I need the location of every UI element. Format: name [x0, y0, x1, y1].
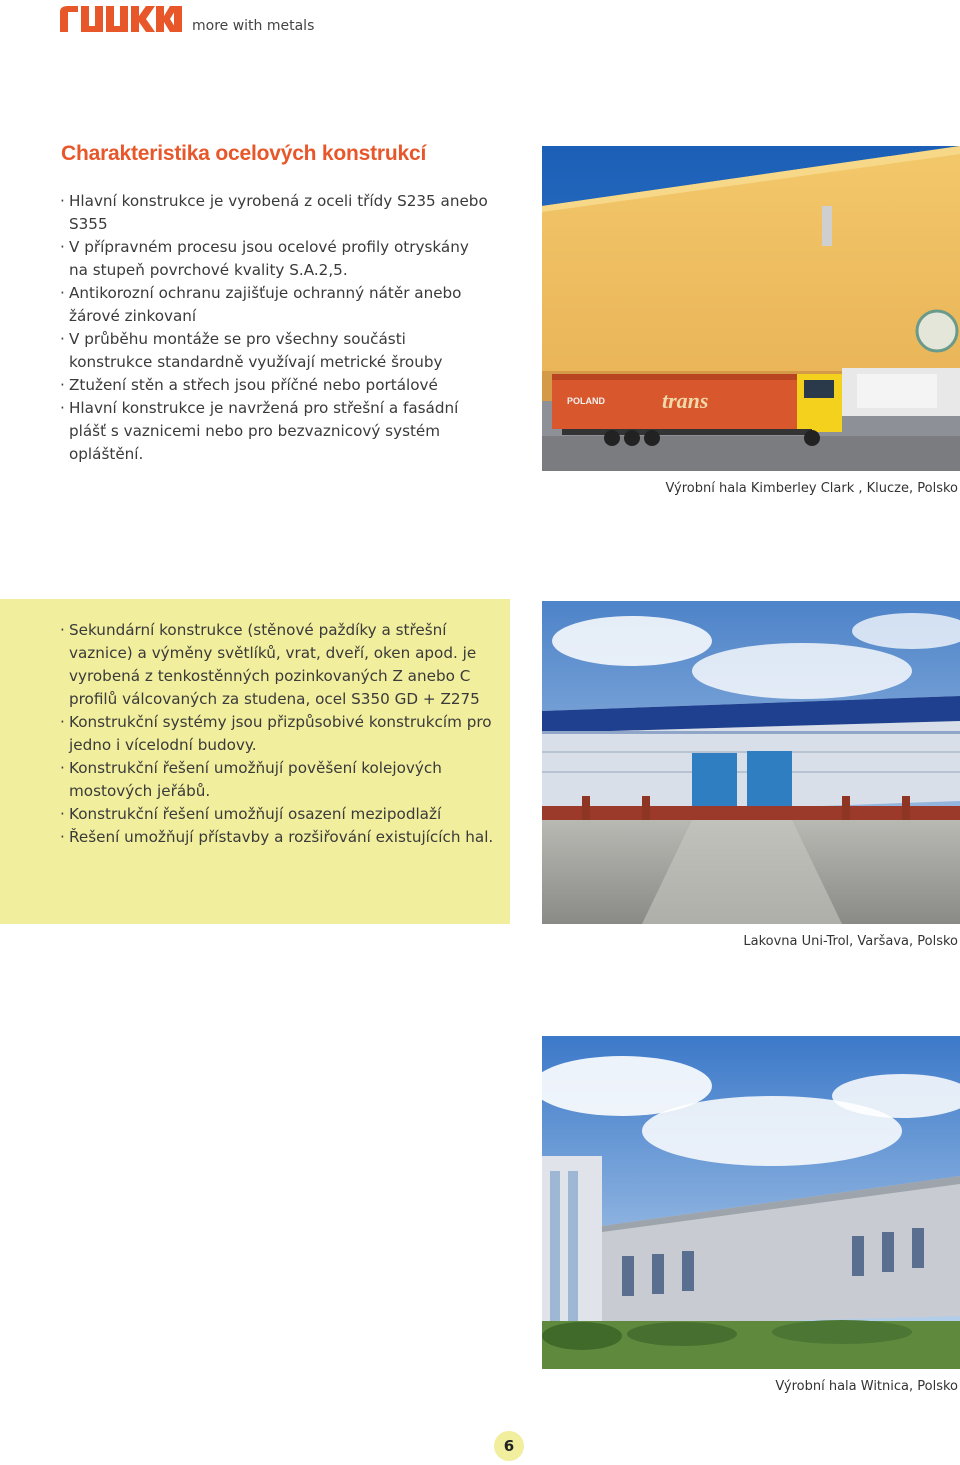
- list-item: · Konstrukční řešení umožňují osazení mezipodlaží: [61, 803, 501, 826]
- list-item: · V průběhu montáže se pro všechny součásti konstrukce standardně využívají metrické šrouby: [61, 328, 491, 374]
- list-item: · Hlavní konstrukce je navržená pro střešní a fasádní plášť s vaznicemi nebo pro bezvaznicový systém opláštění.: [61, 397, 491, 466]
- secondary-structure-list: [61, 619, 501, 849]
- list-item: · V přípravném procesu jsou ocelové profily otryskány na stupeň povrchové kvality S.A.2,5.: [61, 236, 491, 282]
- list-item: · Řešení umožňují přístavby a rozšiřování existujících hal.: [61, 826, 501, 849]
- photo-kimberley-clark-hall: [542, 146, 960, 471]
- list-item: · Konstrukční řešení umožňují pověšení kolejových mostových jeřábů.: [61, 757, 501, 803]
- main-structure-list: [61, 190, 491, 466]
- photo-witnica-hall: [542, 1036, 960, 1369]
- page-number: 6: [494, 1431, 524, 1461]
- truck-label: POLAND: [567, 396, 605, 406]
- list-item: · Antikorozní ochranu zajišťuje ochranný nátěr anebo žárové zinkovaní: [61, 282, 491, 328]
- list-item: · Ztužení stěn a střech jsou příčné nebo portálové: [61, 374, 491, 397]
- section-title: Charakteristika ocelových konstrukcí: [61, 142, 427, 165]
- truck-brand: trans: [662, 388, 709, 413]
- photo-caption: Výrobní hala Kimberley Clark , Klucze, Polsko: [665, 481, 958, 496]
- photo-caption: Lakovna Uni-Trol, Varšava, Polsko: [743, 934, 958, 949]
- ruukki-logo: [60, 4, 182, 34]
- photo-caption: Výrobní hala Witnica, Polsko: [775, 1379, 958, 1394]
- list-item: · Hlavní konstrukce je vyrobená z oceli třídy S235 anebo S355: [61, 190, 491, 236]
- list-item: · Konstrukční systémy jsou přizpůsobivé konstrukcím pro jedno i vícelodní budovy.: [61, 711, 501, 757]
- tagline: more with metals: [192, 18, 315, 34]
- list-item: · Sekundární konstrukce (stěnové paždíky a střešní vaznice) a výměny světlíků, vrat, dveří, oken apod. je vyrobená z tenkostěnných pozinkovaných Z anebo C profilů válcovaných za studena, ocel S350 GD + Z275: [61, 619, 501, 711]
- photo-uni-trol-paint-shop: [542, 601, 960, 924]
